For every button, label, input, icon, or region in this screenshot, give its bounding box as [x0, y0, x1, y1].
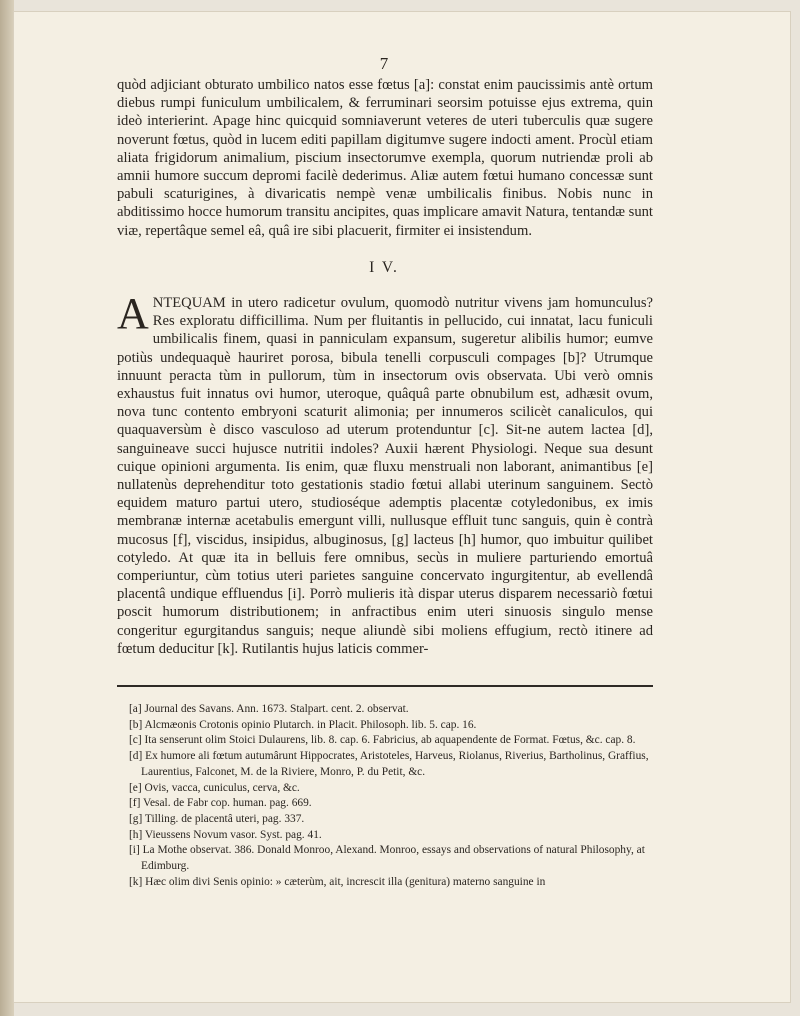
page-number: 7 [379, 54, 389, 73]
section-heading: I V. [369, 259, 399, 276]
drop-cap: A [117, 289, 149, 338]
footnote: [g] Tilling. de placentâ uteri, pag. 337. [129, 812, 305, 825]
footnotes [129, 702, 659, 890]
footnote: [f] Vesal. de Fabr cop. human. pag. 669. [129, 797, 312, 810]
footnote: [a] Journal des Savans. Ann. 1673. Stalpart. cent. 2. observat. [129, 703, 409, 715]
footnote: [e] Ovis, vacca, cuniculus, cerva, &c. [129, 781, 300, 794]
paragraph-1: quòd adjiciant obturato umbilico natos esse fœtus [a]: constat enim paucissimis antè ortum diebus rumpi funiculum umbilicalem, & ferruminari seorsim potuisse ejus extrema, quin ideò interierint. Apage hinc quicquid somniaverunt veteres de uteri tuberculis quæ sugere noverunt fœtus, quòd in lucem editi papillam digitumve sugere indocti ament. Procùl etiam aliata frigidorum animalium, piscium insectorumve exempla, quorum nutriendæ proli ab amnii humore succum depromi facilè dederimus. Aliæ autem fœtui humano concessæ sunt pabuli scaturigines, à divaricatis nempè venæ umbilicalis finibus. Nobis nunc in abditissimo hocce humorum transitu ancipites, quas implicare amavit Natura, tentandæ sunt viæ, repertâque semel eâ, quâ ire sibi placuerit, firmiter ei insistendum. [117, 77, 653, 239]
footnote: [c] Ita senserunt olim Stoici Dulaurens, lib. 8. cap. 6. Fabricius, ab aquapendente de Format. Fœtus, &c. cap. 8. [129, 734, 636, 747]
footnote: [b] Alcmæonis Crotonis opinio Plutarch. in Placit. Philosoph. lib. 5. cap. 16. [129, 718, 477, 731]
paragraph-2 [117, 289, 653, 658]
footnote: [k] Hæc olim divi Senis opinio: » cæterùm, ait, increscit illa (genitura) materno sanguine in [129, 875, 546, 888]
book-spine-shadow [0, 0, 14, 1016]
paragraph-2-text: NTEQUAM in utero radicetur ovulum, quomodò nutritur vivens jam homunculus? Res exploratu difficillima. Num per fluitantis in pellucido, cui innatat, lacu funiculi umbilicalis finem, quasi in panniculam expansum, sugeretur alibilis humor; eumve potiùs undequaquè hauriret porosa, bibula tenelli corpusculi compages [b]? Utrumque innuunt peracta tùm in pullorum, tùm in insectorum ovis observata. Ubi verò omnis exhaustus fuit innatus ovi humor, uteroque, quâquâ parte obnubilum est, adhæsit ovum, nova tunc contento embryoni scaturit alimonia; per innumeros scilicèt canaliculos, qui quaquaversùm è disco vasculoso ad uterum protenduntur [c]. Sit-ne autem lactea [d], sanguineave succi hujusce nutritii indoles? Auxii hærent Physiologi. Neque sua desunt cuique opinioni argumenta. Iis enim, quæ fluxu menstruali non laborant, animantibus [e] nullatenùs deprehenditur toto gestationis stadio fœtui allabi uterinum sanguinem. Sectò equidem maturo partui utero, studioséque ademptis placentæ cotyledonibus, ex imis membranæ internæ acetabulis emergunt villi, nullusque effluit tunc sanguis, quin è contrà mucosus [f], viscidus, insipidus, albuginosus, [g] lacteus [h] humor, quo imbuitur quilibet cotyledo. At quæ ita in belluis fere omnibus, secùs in muliere parturiendo emortuâ comperiuntur, cùm totius uteri parietes sanguine concervato ingurgitentur, ab evellendâ placentâ undique effluendus [i]. Porrò mulieris ità dispar uterus disparem necessariò fœtui poscit humorum distributionem; in anfractibus enim uteri sinuosis singulo mense congeritur egurgitandus sanguis; neque aliundè sibi moliens effugium, rectò itinere ad fœtum deducitur [k]. Rutilantis hujus laticis commer- [117, 295, 653, 657]
footnote: [i] La Mothe observat. 386. Donald Monroo, Alexand. Monroo, essays and observations of natural Philosophy, at Edimburg. [129, 844, 645, 873]
book-page [14, 12, 790, 1002]
footnote-rule [117, 685, 653, 687]
footnote: [d] Ex humore ali fœtum autumârunt Hippocrates, Aristoteles, Harveus, Riolanus, Riverius, Bartholinus, Graffius, Laurentius, Falconet, M. de la Riviere, Monro, P. du Petit, &c. [129, 750, 649, 778]
footnote: [h] Vieussens Novum vasor. Syst. pag. 41. [129, 828, 322, 841]
